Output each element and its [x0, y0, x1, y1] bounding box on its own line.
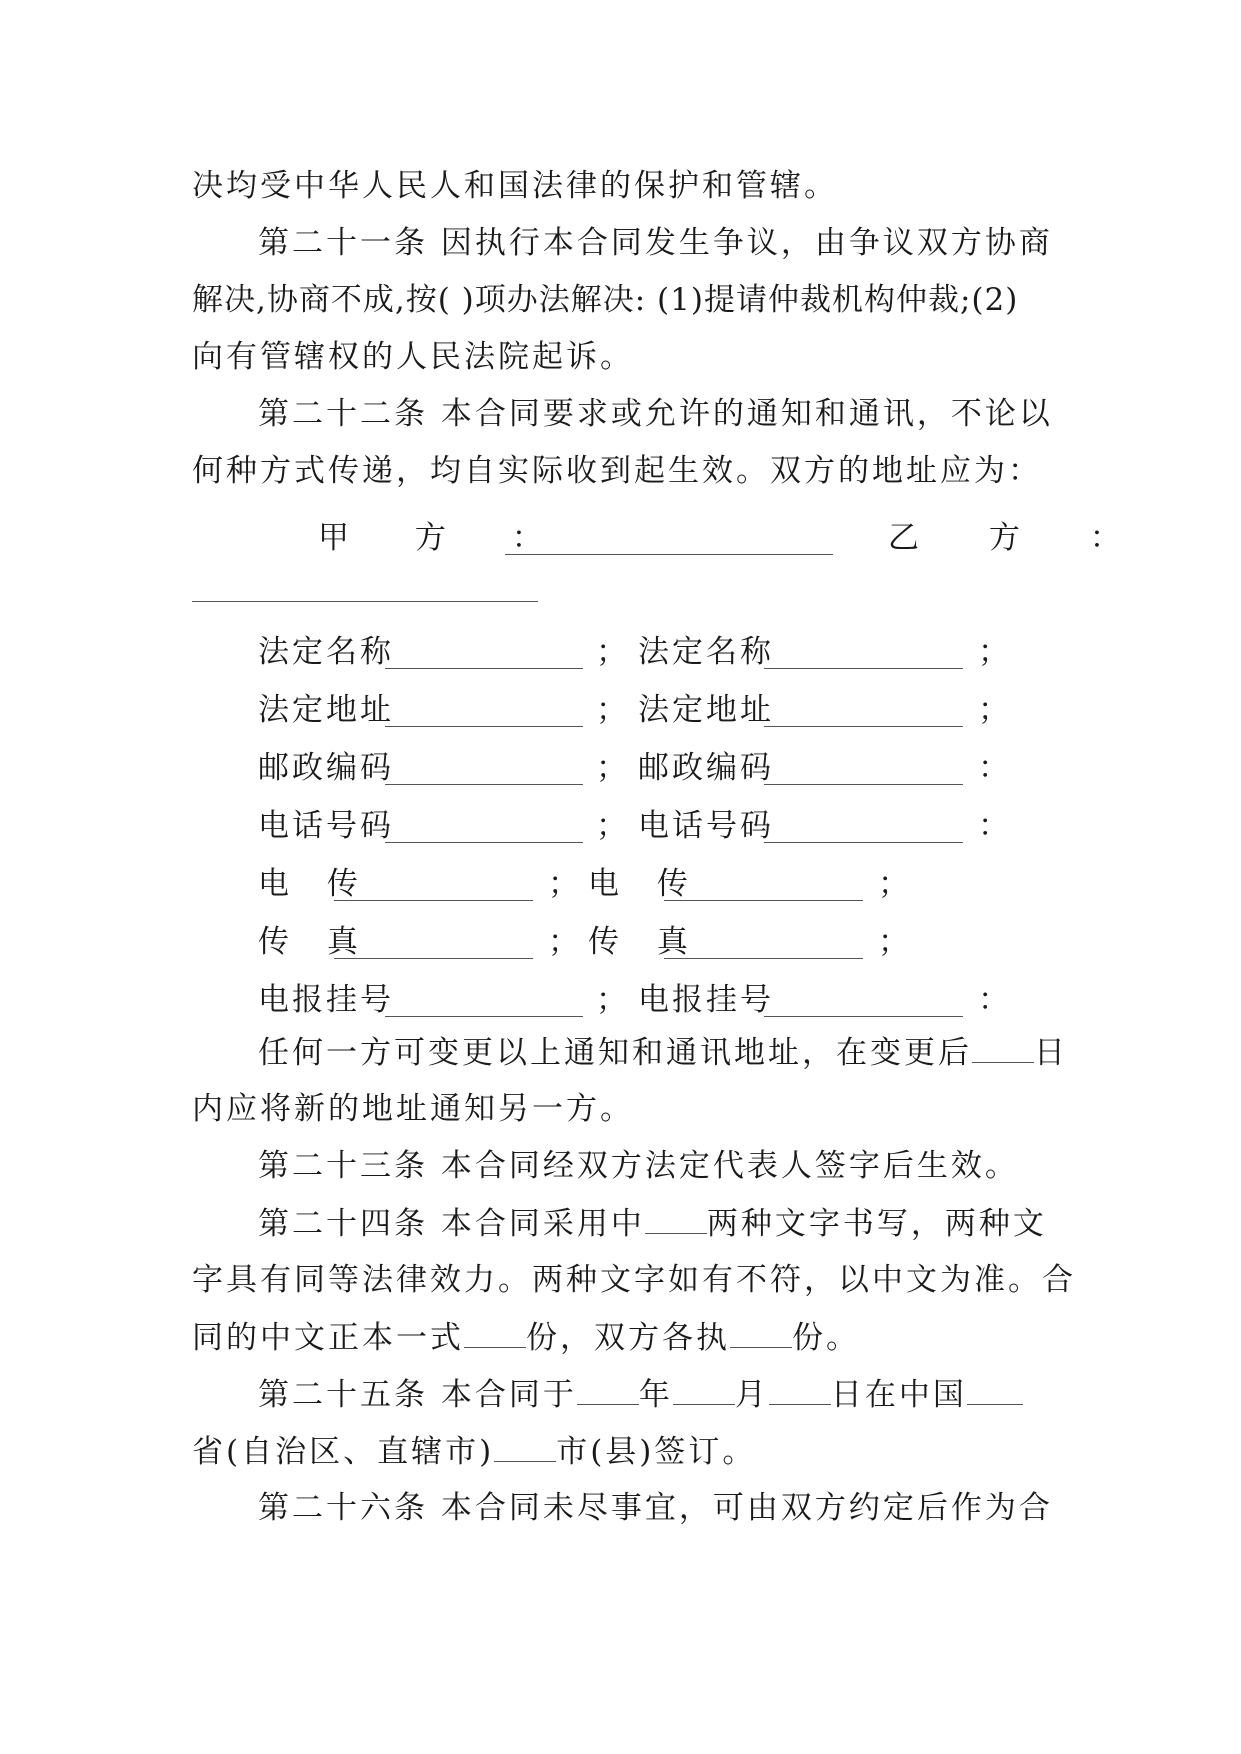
address-field-row [258, 922, 1058, 962]
party-b-field-blank [764, 1016, 963, 1017]
party-b-field-label: 法定名称 [638, 634, 774, 670]
address-field-row [258, 690, 1058, 730]
article-24-line-3 [192, 1317, 1052, 1358]
party-a-field-blank [385, 784, 583, 785]
party-b-field-blank [764, 784, 963, 785]
copies-blank [464, 1317, 526, 1348]
field-end-mark: ： [978, 750, 1009, 786]
party-a-field-blank [385, 726, 583, 727]
field-separator: ； [548, 866, 579, 902]
party-b-field-blank [764, 668, 963, 669]
field-end-mark: ； [878, 924, 909, 960]
party-a-field-blank [385, 668, 583, 669]
field-separator: ； [596, 634, 627, 670]
province-blank [967, 1374, 1023, 1405]
article-24-text: 第二十四条 本合同采用中 [258, 1206, 645, 1242]
address-field-row [258, 864, 1058, 904]
party-a-field-label: 电报挂号 [258, 982, 394, 1018]
article-24-text: 同的中文正本一式 [192, 1320, 464, 1356]
field-end-mark: ： [978, 808, 1009, 844]
notice-line-1 [258, 1032, 1118, 1073]
notice-day-unit: 日 [1034, 1035, 1068, 1071]
article-25-text: 月 [734, 1377, 769, 1413]
party-a-field-blank [385, 842, 583, 843]
party-b-blank [192, 601, 538, 602]
party-a-field-label: 法定名称 [258, 634, 394, 670]
field-end-mark: ； [978, 692, 1009, 728]
field-end-mark: ； [878, 866, 909, 902]
field-end-mark: ： [978, 982, 1009, 1018]
party-a-label: 甲 方 ： [318, 520, 571, 556]
party-b-field-label: 电报挂号 [638, 982, 774, 1018]
party-b-field-label: 电 传 [588, 866, 702, 902]
party-address-row [0, 518, 1241, 558]
article-22-line-1: 第二十二条 本合同要求或允许的通知和通讯，不论以 [258, 396, 1053, 432]
article-25-text: 市(县)签订。 [556, 1434, 757, 1470]
party-b-field-blank [664, 900, 863, 901]
party-a-field-label: 传 真 [258, 924, 372, 960]
article-21-line-3: 向有管辖权的人民法院起诉。 [192, 339, 634, 375]
notice-text: 任何一方可变更以上通知和通讯地址，在变更后 [258, 1035, 972, 1071]
party-a-field-label: 法定地址 [258, 692, 394, 728]
party-b-field-blank [764, 842, 963, 843]
article-24-text: 两种文字书写，两种文 [706, 1206, 1047, 1242]
month-blank [673, 1374, 735, 1405]
address-field-row [258, 980, 1058, 1020]
party-a-field-label: 电话号码 [258, 808, 394, 844]
copies-each-blank [730, 1317, 792, 1348]
paragraph-line: 决均受中华人民人和国法律的保护和管辖。 [192, 168, 838, 204]
article-24-line-1 [258, 1203, 1118, 1244]
year-blank [577, 1374, 639, 1405]
party-a-field-label: 邮政编码 [258, 750, 394, 786]
field-end-mark: ； [978, 634, 1009, 670]
days-blank [972, 1032, 1034, 1063]
article-25-text: 省(自治区、直辖市) [192, 1434, 495, 1470]
article-24-text: 份。 [792, 1320, 860, 1356]
article-21-line-1: 第二十一条 因执行本合同发生争议，由争议双方协商 [258, 225, 1053, 261]
party-a-blank [505, 524, 833, 555]
day-blank [769, 1374, 831, 1405]
article-24-text: 份，双方各执 [526, 1320, 730, 1356]
party-a-field-blank [385, 1016, 583, 1017]
field-separator: ； [548, 924, 579, 960]
article-25-text: 年 [638, 1377, 673, 1413]
article-25-text: 第二十五条 本合同于 [258, 1377, 577, 1413]
party-a-field-blank [334, 900, 533, 901]
field-separator: ； [596, 750, 627, 786]
party-a-field-label: 电 传 [258, 866, 372, 902]
party-a-field-blank [334, 958, 533, 959]
party-b-label: 乙 方 ： [888, 520, 1151, 556]
language-blank [645, 1203, 707, 1234]
article-23: 第二十三条 本合同经双方法定代表人签字后生效。 [258, 1148, 1019, 1184]
article-26-line-1: 第二十六条 本合同未尽事宜，可由双方约定后作为合 [258, 1490, 1053, 1526]
field-separator: ； [596, 982, 627, 1018]
article-25-line-2 [192, 1431, 1052, 1472]
article-25-text: 日在中国 [830, 1377, 967, 1413]
notice-line-2: 内应将新的地址通知另一方。 [192, 1091, 634, 1127]
city-blank [494, 1431, 556, 1462]
party-b-field-blank [764, 726, 963, 727]
article-21-line-2: 解决,协商不成,按( )项办法解决: (1)提请仲裁机构仲裁;(2) [192, 282, 1019, 318]
party-b-field-label: 邮政编码 [638, 750, 774, 786]
article-22-line-2: 何种方式传递，均自实际收到起生效。双方的地址应为： [192, 453, 1042, 489]
field-separator: ； [596, 692, 627, 728]
article-25-line-1 [258, 1374, 1118, 1415]
address-field-row [258, 632, 1058, 672]
field-separator: ； [596, 808, 627, 844]
address-field-row [258, 806, 1058, 846]
party-b-field-label: 电话号码 [638, 808, 774, 844]
article-24-line-2: 字具有同等法律效力。两种文字如有不符，以中文为准。合 [192, 1262, 1076, 1298]
address-field-row [258, 748, 1058, 788]
party-b-field-label: 传 真 [588, 924, 702, 960]
party-b-field-label: 法定地址 [638, 692, 774, 728]
party-b-field-blank [664, 958, 863, 959]
